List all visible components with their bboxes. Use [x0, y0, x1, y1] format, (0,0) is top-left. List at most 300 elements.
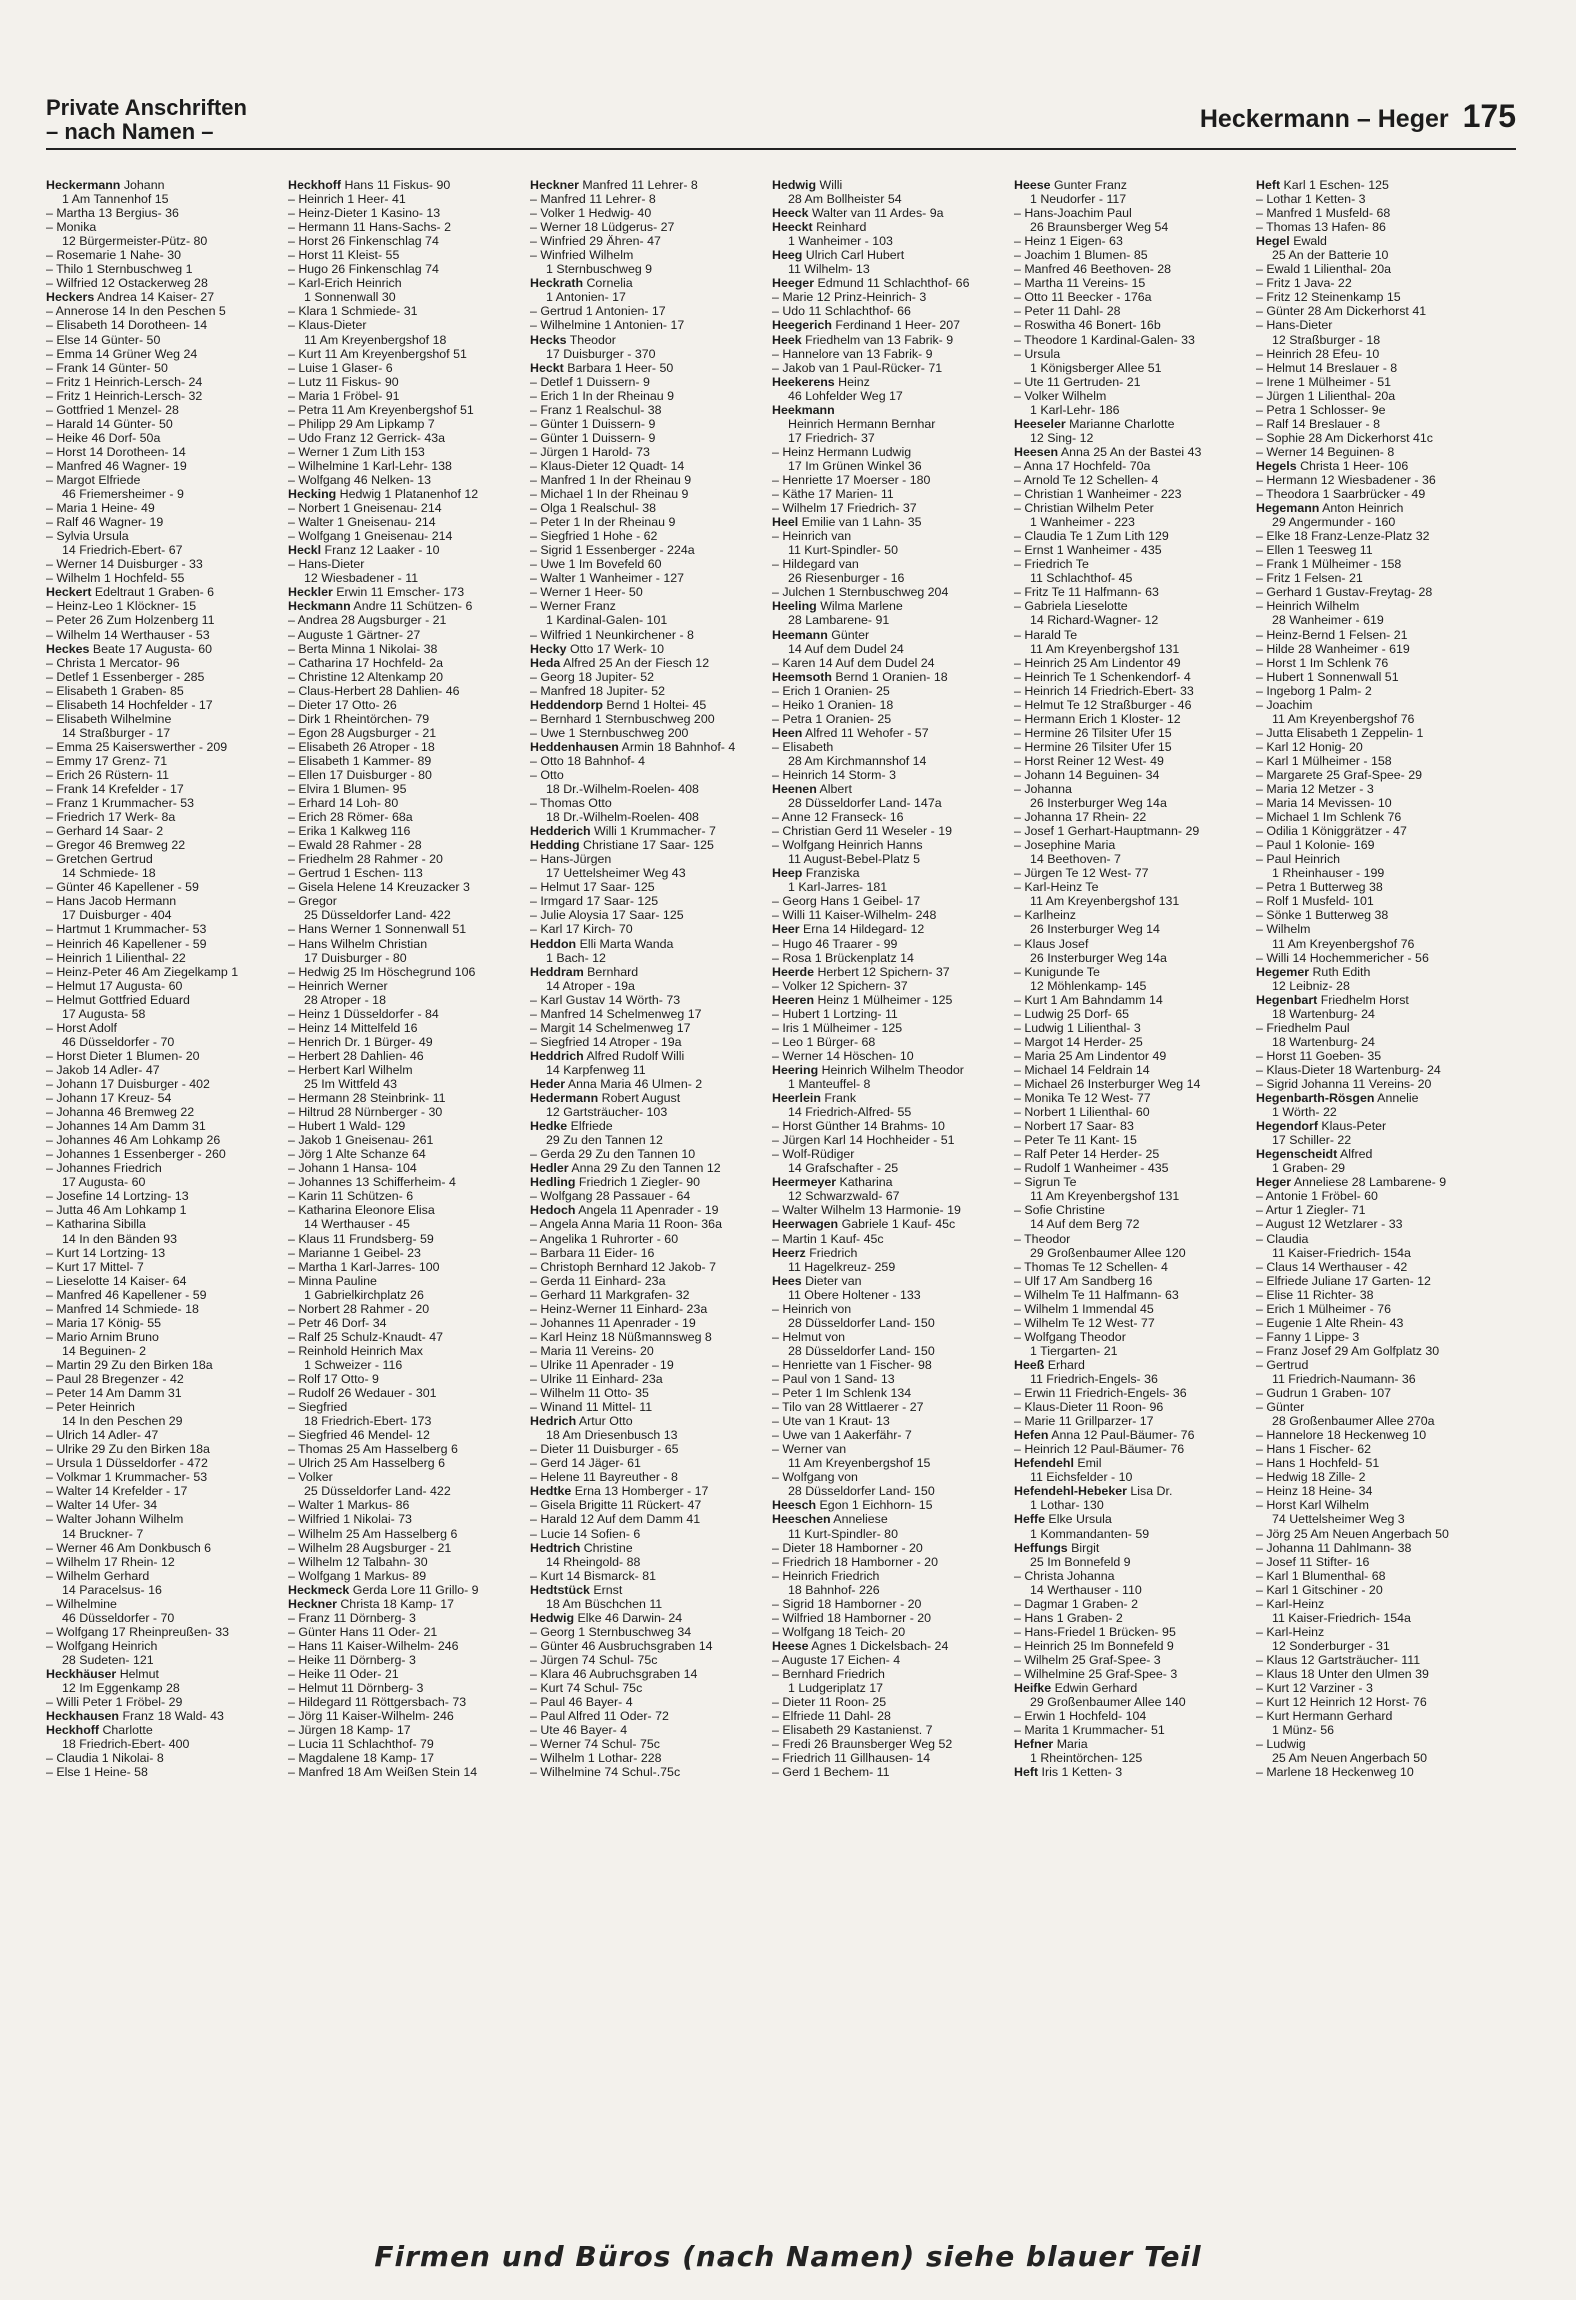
- directory-entry: – Willi 11 Kaiser-Wilhelm- 248: [772, 908, 937, 923]
- directory-entry: – Gerhard 1 Gustav-Freytag- 28: [1256, 585, 1433, 600]
- directory-entry: – Arnold Te 12 Schellen- 4: [1014, 472, 1159, 487]
- directory-entry: – Werner 14 Beguinen- 8: [1256, 444, 1395, 459]
- directory-entry: 18 Am Büschchen 11: [546, 1596, 663, 1611]
- directory-entry: – Hans 1 Graben- 2: [1014, 1610, 1123, 1625]
- directory-entry: 28 Wanheimer - 619: [1272, 613, 1384, 628]
- directory-entry: [1256, 1175, 1492, 1189]
- entry-text: Alfred: [1337, 1147, 1373, 1162]
- directory-entry: – Ulrike 11 Einhard- 23a: [530, 1371, 663, 1386]
- entry-text: Christa 1 Heer- 106: [1296, 458, 1409, 473]
- directory-entry: – Karl-Erich Heinrich: [288, 276, 402, 291]
- entry-text: Birgit: [1067, 1540, 1100, 1555]
- directory-entry: – Georg 18 Jupiter- 52: [530, 669, 654, 684]
- surname: Heder: [530, 1077, 566, 1091]
- directory-entry: [772, 220, 1008, 234]
- directory-entry: – Barbara 11 Eider- 16: [530, 1245, 655, 1260]
- directory-entry: – Hildegard 11 Röttgersbach- 73: [288, 1695, 467, 1710]
- directory-entry: 18 Friedrich-Ebert- 400: [62, 1737, 190, 1752]
- directory-entry: [772, 726, 1008, 740]
- entry-text: Albert: [816, 782, 852, 797]
- entry-text: Friedhelm Horst: [1317, 992, 1409, 1007]
- directory-entry: 1 Wörth- 22: [1272, 1105, 1337, 1120]
- directory-entry: – Hugo 26 Finkenschlag 74: [288, 262, 439, 277]
- directory-entry: – Rolf 1 Musfeld- 101: [1256, 894, 1374, 909]
- directory-entry: – Anne 12 Franseck- 16: [772, 810, 904, 825]
- directory-entry: – Udo Franz 12 Gerrick- 43a: [288, 430, 446, 445]
- directory-entry: – Wolfgang Heinrich: [46, 1638, 158, 1653]
- surname: Heft: [1014, 1765, 1039, 1780]
- directory-entry: 1 Antonien- 17: [546, 290, 626, 305]
- surname: Heese: [772, 1638, 809, 1653]
- entry-text: Armin 18 Bahnhof- 4: [618, 739, 736, 754]
- directory-entry: – Klaus Josef: [1014, 936, 1089, 951]
- directory-entry: – Otto 11 Beecker - 176a: [1014, 290, 1152, 305]
- entry-text: Erna 13 Homberger - 17: [571, 1484, 709, 1499]
- directory-entry: – Josefine 14 Lortzing- 13: [46, 1189, 189, 1204]
- directory-entry: – Jutta Elisabeth 1 Zeppelin- 1: [1256, 725, 1424, 740]
- surname: Heckhausen: [46, 1709, 120, 1724]
- directory-entry: – Klaus 18 Unter den Ulmen 39: [1256, 1666, 1429, 1681]
- page-header-left: [46, 96, 247, 144]
- surname: Hedke: [530, 1119, 568, 1134]
- directory-entry: – Michael 14 Feldrain 14: [1014, 1062, 1150, 1077]
- directory-entry: – Kurt 14 Lortzing- 13: [46, 1245, 166, 1260]
- directory-entry: – Claudia: [1256, 1231, 1309, 1246]
- name-range: Heckermann – Heger: [1199, 105, 1449, 133]
- directory-entry: – Wilhelm Te 12 West- 77: [1014, 1315, 1155, 1330]
- directory-entry: – Ulrich 25 Am Hasselberg 6: [288, 1456, 446, 1471]
- directory-entry: – Claus 14 Werthauser - 42: [1256, 1259, 1408, 1274]
- directory-entry: – Henriette van 1 Fischer- 98: [772, 1357, 932, 1372]
- directory-entry: 46 Düsseldorfer - 70: [62, 1034, 175, 1049]
- directory-entry: – Detlef 1 Duissern- 9: [530, 374, 650, 389]
- directory-entry: – Erika 1 Kalkweg 116: [288, 824, 411, 839]
- directory-entry: – Wolfgang 17 Rheinpreußen- 33: [46, 1624, 229, 1639]
- directory-entry: – Johannes 13 Schifferheim- 4: [288, 1175, 456, 1190]
- directory-entry: – Wilhelm 28 Augsburger - 21: [288, 1540, 452, 1555]
- surname: Heddenhausen: [530, 739, 619, 754]
- directory-entry: – Wolfgang 46 Nelken- 13: [288, 472, 432, 487]
- directory-entry: – Marie 12 Prinz-Heinrich- 3: [772, 290, 927, 305]
- directory-entry: – Werner 74 Schul- 75c: [530, 1737, 660, 1752]
- directory-column: [772, 178, 1008, 2148]
- directory-entry: – Heinrich 14 Friedrich-Ebert- 33: [1014, 683, 1194, 698]
- directory-entry: – Franz Josef 29 Am Golfplatz 30: [1256, 1343, 1440, 1358]
- directory-entry: – Hermann 12 Wiesbadener - 36: [1256, 472, 1436, 487]
- entry-text: Helmut: [116, 1666, 159, 1681]
- directory-entry: – Wilhelm 11 Otto- 35: [530, 1386, 649, 1401]
- directory-entry: 1 Manteuffel- 8: [788, 1077, 871, 1091]
- directory-entry: [530, 1203, 766, 1217]
- directory-entry: – Gertrud: [1256, 1357, 1309, 1372]
- entry-text: Lisa Dr.: [1126, 1484, 1173, 1499]
- directory-entry: – Friedrich 17 Werk- 8a: [46, 810, 176, 825]
- directory-entry: – Heinrich 25 Am Lindentor 49: [1014, 655, 1181, 670]
- directory-entry: – Erhard 14 Loh- 80: [288, 796, 399, 811]
- directory-entry: – Theodor: [1014, 1231, 1071, 1246]
- directory-entry: – August 12 Wetzlarer - 33: [1256, 1217, 1403, 1232]
- directory-entry: 26 Insterburger Weg 14a: [1030, 796, 1167, 811]
- directory-entry: – Winfried Wilhelm: [530, 248, 634, 263]
- directory-entry: – Hermine 26 Tilsiter Ufer 15: [1014, 725, 1172, 740]
- directory-entry: – Martha 1 Karl-Jarres- 100: [288, 1259, 440, 1274]
- directory-entry: – Hans 1 Fischer- 62: [1256, 1442, 1372, 1457]
- directory-entry: – Dieter 11 Duisburger - 65: [530, 1442, 679, 1457]
- directory-entry: – Ellen 17 Duisburger - 80: [288, 767, 432, 782]
- directory-entry: – Manfred 14 Schelmenweg 17: [530, 1006, 702, 1021]
- directory-entry: – Gottfried 1 Menzel- 28: [46, 402, 179, 417]
- entry-text: Frank: [820, 1091, 857, 1106]
- directory-entry: – Helmut 17 Augusta- 60: [46, 978, 183, 993]
- directory-entry: [288, 543, 524, 557]
- directory-entry: – Wolfgang 1 Markus- 89: [288, 1568, 427, 1583]
- directory-entry: – Frank 14 Krefelder - 17: [46, 782, 184, 797]
- directory-entry: 28 Düsseldorfer Land- 150: [788, 1315, 935, 1330]
- directory-entry: 17 Augusta- 58: [62, 1006, 146, 1021]
- directory-entry: – Anna 17 Hochfeld- 70a: [1014, 458, 1151, 473]
- directory-entry: – Sigrid 18 Hamborner - 20: [772, 1596, 922, 1611]
- surname: Hegemer: [1256, 964, 1310, 979]
- entry-text: Anna Maria 46 Ulmen- 2: [565, 1077, 703, 1091]
- directory-entry: – Karl 12 Honig- 20: [1256, 739, 1363, 754]
- surname: Heek: [772, 332, 802, 347]
- surname: Heemsoth: [772, 669, 832, 684]
- directory-entry: 17 Duisburger - 80: [304, 950, 407, 965]
- directory-entry: – Klara 1 Schmiede- 31: [288, 304, 418, 319]
- directory-entry: 1 Ludgeriplatz 17: [788, 1681, 884, 1696]
- directory-entry: – Rudolf 26 Wedauer - 301: [288, 1386, 437, 1401]
- directory-entry: [772, 922, 1008, 936]
- directory-entry: – Günter 1 Duissern- 9: [530, 430, 656, 445]
- directory-entry: – Heike 11 Dörnberg- 3: [288, 1652, 416, 1667]
- entry-text: Elfriede: [567, 1119, 613, 1134]
- directory-entry: – Wolfgang Theodor: [1014, 1329, 1126, 1344]
- directory-entry: – Elisabeth Wilhelmine: [46, 711, 172, 726]
- entry-text: Elli Marta Wanda: [576, 936, 674, 951]
- directory-entry: – Catharina 17 Hochfeld- 2a: [288, 655, 443, 670]
- directory-entry: – Klaus 12 Gartsträucher- 111: [1256, 1652, 1421, 1667]
- directory-entry: – Luise 1 Glaser- 6: [288, 360, 393, 375]
- directory-entry: – Christian 1 Wanheimer - 223: [1014, 487, 1182, 502]
- entry-text: Hans 11 Fiskus- 90: [341, 178, 451, 192]
- surname: Heeck: [772, 206, 809, 221]
- directory-entry: – Erich 26 Rüstern- 11: [46, 767, 170, 782]
- directory-entry: – Gerhard 11 Markgrafen- 32: [530, 1287, 690, 1302]
- directory-entry: – Wilfried 12 Ostackerweg 28: [46, 276, 208, 291]
- directory-entry: [530, 1091, 766, 1105]
- surname: Hegemann: [1256, 501, 1320, 516]
- directory-entry: – Wilfried 18 Hamborner - 20: [772, 1610, 932, 1625]
- surname: Heerz: [772, 1245, 806, 1260]
- directory-entry: – Antonie 1 Fröbel- 60: [1256, 1189, 1378, 1204]
- directory-entry: – Horst Reiner 12 West- 49: [1014, 753, 1164, 768]
- directory-entry: – Manfred 18 Jupiter- 52: [530, 683, 665, 698]
- entry-text: Anneliese 28 Lambarene- 9: [1291, 1175, 1447, 1190]
- directory-column: [288, 178, 524, 2148]
- surname: Heenen: [772, 782, 817, 797]
- directory-entry: – Peter Te 11 Kant- 15: [1014, 1133, 1137, 1148]
- surname: Heddon: [530, 936, 577, 951]
- directory-entry: – Hermann 28 Steinbrink- 11: [288, 1091, 446, 1106]
- directory-entry: – Artur 1 Ziegler- 71: [1256, 1203, 1366, 1218]
- surname: Heckhoff: [46, 1723, 100, 1738]
- directory-entry: – Karl Heinz 18 Nüßmannsweg 8: [530, 1329, 712, 1344]
- directory-entry: – Karl-Heinz Te: [1014, 880, 1099, 895]
- directory-entry: – Fritz 1 Java- 22: [1256, 276, 1352, 291]
- directory-entry: 14 Straßburger - 17: [62, 725, 171, 740]
- directory-entry: – Wilhelmine 74 Schul-.75c: [530, 1765, 681, 1780]
- directory-entry: – Ludwig 1 Lilienthal- 3: [1014, 1020, 1141, 1035]
- directory-entry: – Kurt 1 Am Bahndamm 14: [1014, 992, 1163, 1007]
- directory-entry: 14 Paracelsus- 16: [62, 1582, 162, 1597]
- directory-entry: – Wilhelm: [1256, 922, 1311, 937]
- entry-text: Anna 25 An der Bastei 43: [1058, 444, 1202, 459]
- directory-entry: – Hannelore van 13 Fabrik- 9: [772, 346, 933, 361]
- directory-entry: – Manfred 14 Schmiede- 18: [46, 1301, 199, 1316]
- directory-entry: – Heinz 1 Düsseldorfer - 84: [288, 1006, 439, 1021]
- directory-entry: – Hans Jacob Hermann: [46, 894, 177, 909]
- directory-entry: – Ernst 1 Wanheimer - 435: [1014, 543, 1162, 558]
- directory-entry: – Mario Arnim Bruno: [46, 1329, 159, 1344]
- entry-text: Iris 1 Ketten- 3: [1038, 1765, 1123, 1780]
- directory-entry: – Siegfried: [288, 1400, 348, 1415]
- directory-entry: 28 Am Kirchmannshof 14: [788, 753, 927, 768]
- directory-entry: – Peter 11 Dahl- 28: [1014, 304, 1121, 319]
- directory-entry: – Claudia 1 Nikolai- 8: [46, 1751, 164, 1766]
- surname: Hegendorf: [1256, 1119, 1318, 1134]
- section-subtitle: – nach Namen –: [46, 119, 214, 144]
- directory-entry: – Philipp 29 Am Lipkamp 7: [288, 416, 435, 431]
- directory-entry: – Ursula 1 Düsseldorfer - 472: [46, 1456, 208, 1471]
- directory-entry: – Johanna 11 Dahlmann- 38: [1256, 1540, 1412, 1555]
- directory-entry: – Gerd 14 Jäger- 61: [530, 1456, 641, 1471]
- directory-entry: – Lucie 14 Sofien- 6: [530, 1526, 641, 1541]
- directory-entry: 14 Friedrich-Alfred- 55: [788, 1105, 912, 1120]
- directory-entry: 17 Schiller- 22: [1272, 1133, 1352, 1148]
- directory-entry: – Horst 26 Finkenschlag 74: [288, 234, 439, 249]
- directory-entry: 18 Dr.-Wilhelm-Roelen- 408: [546, 782, 699, 797]
- directory-entry: [46, 1723, 282, 1737]
- surname: Hedtrich: [530, 1540, 581, 1555]
- directory-entry: – Hedwig 18 Zille- 2: [1256, 1470, 1366, 1485]
- directory-entry: – Bernhard Friedrich: [772, 1666, 885, 1681]
- directory-entry: – Wilhelm 17 Rhein- 12: [46, 1554, 175, 1569]
- directory-entry: – Erich 28 Römer- 68a: [288, 810, 413, 825]
- directory-entry: [288, 1583, 524, 1597]
- directory-entry: – Rudolf 1 Wanheimer - 435: [1014, 1161, 1169, 1176]
- directory-entry: 28 Atroper - 18: [304, 992, 386, 1007]
- entry-text: Günter: [827, 627, 870, 642]
- directory-entry: – Margarete 25 Graf-Spee- 29: [1256, 767, 1422, 782]
- directory-entry: – Gertrud 1 Antonien- 17: [530, 304, 666, 319]
- entry-text: Ernst: [589, 1582, 623, 1597]
- directory-entry: – Hildegard van: [772, 557, 859, 572]
- directory-column: [1256, 178, 1492, 2148]
- entry-text: Christa 18 Kamp- 17: [336, 1596, 454, 1611]
- directory-entry: 25 Im Bonnefeld 9: [1030, 1554, 1131, 1569]
- directory-entry: – Karl 17 Kirch- 70: [530, 922, 633, 937]
- directory-entry: [46, 642, 282, 656]
- directory-entry: 1 Neudorfer - 117: [1030, 192, 1127, 207]
- directory-entry: – Gisela Helene 14 Kreuzacker 3: [288, 880, 470, 895]
- directory-entry: – Horst Dieter 1 Blumen- 20: [46, 1048, 200, 1063]
- directory-entry: – Reinhold Heinrich Max: [288, 1343, 423, 1358]
- directory-entry: – Gerhard 14 Saar- 2: [46, 824, 164, 839]
- directory-entry: 1 Tiergarten- 21: [1030, 1343, 1118, 1358]
- directory-entry: – Elisabeth 26 Atroper - 18: [288, 739, 435, 754]
- surname: Hefendehl: [1014, 1456, 1074, 1471]
- directory-entry: – Berta Minna 1 Nikolai- 38: [288, 641, 438, 656]
- directory-entry: – Hans-Dieter: [288, 557, 365, 572]
- directory-entry: – Helmut Gottfried Eduard: [46, 992, 190, 1007]
- directory-entry: – Dirk 1 Rheintörchen- 79: [288, 711, 430, 726]
- directory-entry: – Heike 11 Oder- 21: [288, 1666, 399, 1681]
- directory-entry: – Maria 11 Vereins- 20: [530, 1343, 654, 1358]
- directory-entry: [530, 1077, 766, 1091]
- directory-entry: – Josephine Maria: [1014, 838, 1116, 853]
- directory-entry: – Norbert 28 Rahmer - 20: [288, 1301, 430, 1316]
- directory-entry: – Johann 14 Beguinen- 34: [1014, 767, 1160, 782]
- directory-entry: – Harald 14 Günter- 50: [46, 416, 173, 431]
- directory-entry: – Heinrich 1 Heer- 41: [288, 192, 406, 207]
- directory-entry: – Thomas Te 12 Schellen- 4: [1014, 1259, 1168, 1274]
- directory-entry: [530, 178, 766, 192]
- directory-entry: – Friedrich Te: [1014, 557, 1089, 572]
- entry-text: Charlotte: [99, 1723, 153, 1738]
- directory-entry: – Erwin 1 Hochfeld- 104: [1014, 1709, 1147, 1724]
- directory-entry: – Käthe 17 Marien- 11: [772, 487, 894, 502]
- directory-entry: 28 Lambarene- 91: [788, 613, 890, 628]
- directory-entry: – Heinz 18 Heine- 34: [1256, 1484, 1373, 1499]
- directory-entry: – Marie 11 Grillparzer- 17: [1014, 1414, 1154, 1429]
- directory-entry: [772, 1274, 1008, 1288]
- directory-entry: [772, 248, 1008, 262]
- surname: Heer: [772, 922, 800, 937]
- directory-entry: – Petra 1 Schlosser- 9e: [1256, 402, 1386, 417]
- directory-entry: – Petra 11 Am Kreyenbergshof 51: [288, 402, 474, 417]
- directory-entry: – Hans-Joachim Paul: [1014, 206, 1132, 221]
- directory-entry: – Lutz 11 Fiskus- 90: [288, 374, 399, 389]
- surname: Heger: [1256, 1175, 1292, 1190]
- directory-entry: – Wilfried 1 Nikolai- 73: [288, 1512, 412, 1527]
- directory-entry: – Paul Alfred 11 Oder- 72: [530, 1709, 669, 1724]
- directory-entry: [772, 1498, 1008, 1512]
- entry-text: Maria: [1053, 1737, 1088, 1752]
- directory-entry: [772, 318, 1008, 332]
- directory-entry: – Maria 14 Mevissen- 10: [1256, 796, 1392, 811]
- directory-entry: – Iris 1 Mülheimer - 125: [772, 1020, 903, 1035]
- directory-entry: 1 Graben- 29: [1272, 1161, 1346, 1176]
- directory-entry: Heinrich Hermann Bernhar: [788, 416, 936, 431]
- directory-entry: – Martin 1 Kauf- 45c: [772, 1231, 884, 1246]
- directory-columns: [46, 178, 1516, 2148]
- directory-entry: [46, 290, 282, 304]
- surname: Heerwagen: [772, 1217, 839, 1232]
- directory-entry: [46, 1667, 282, 1681]
- directory-entry: – Margit 14 Schelmenweg 17: [530, 1020, 691, 1035]
- directory-entry: – Wilhelm 1 Hochfeld- 55: [46, 571, 185, 586]
- directory-entry: – Herbert 28 Dahlien- 46: [288, 1048, 424, 1063]
- directory-entry: – Ingeborg 1 Palm- 2: [1256, 683, 1372, 698]
- directory-entry: [1014, 1358, 1250, 1372]
- directory-entry: – Margot 14 Herder- 25: [1014, 1034, 1143, 1049]
- directory-entry: [288, 585, 524, 599]
- directory-entry: – Volker 1 Hedwig- 40: [530, 206, 652, 221]
- directory-entry: – Heinrich 12 Paul-Bäumer- 76: [1014, 1442, 1185, 1457]
- directory-entry: – Walter 14 Krefelder - 17: [46, 1484, 188, 1499]
- directory-entry: – Christa 1 Mercator- 96: [46, 655, 180, 670]
- directory-entry: – Günter: [1256, 1400, 1305, 1415]
- directory-entry: – Jürgen 1 Harold- 73: [530, 444, 650, 459]
- directory-entry: – Günter 46 Kapellener - 59: [46, 880, 199, 895]
- entry-text: Anneliese: [830, 1512, 888, 1527]
- surname: Heckhoff: [288, 178, 342, 192]
- directory-entry: 11 Obere Holtener - 133: [788, 1287, 921, 1302]
- directory-entry: – Jürgen 18 Kamp- 17: [288, 1723, 411, 1738]
- entry-text: Gunter Franz: [1050, 178, 1127, 192]
- directory-entry: – Norbert 17 Saar- 83: [1014, 1119, 1134, 1134]
- directory-entry: [772, 965, 1008, 979]
- directory-entry: 11 Am Kreyenbergshof 131: [1030, 894, 1180, 909]
- directory-entry: – Josef 11 Stifter- 16: [1256, 1554, 1370, 1569]
- directory-entry: – Wolfgang 18 Teich- 20: [772, 1624, 906, 1639]
- directory-entry: [530, 1541, 766, 1555]
- surname: Hedwig: [772, 178, 817, 192]
- directory-entry: – Horst 11 Kleist- 55: [288, 248, 400, 263]
- surname: Heemann: [772, 627, 828, 642]
- surname: Heeß: [1014, 1357, 1045, 1372]
- directory-entry: – Wilhelm 1 Immendal 45: [1014, 1301, 1154, 1316]
- directory-entry: – Walter 1 Gneisenau- 214: [288, 515, 436, 530]
- directory-entry: – Georg 1 Sternbuschweg 34: [530, 1624, 692, 1639]
- surname: Heckner: [530, 178, 579, 192]
- directory-entry: [530, 1119, 766, 1133]
- directory-entry: – Walter 1 Markus- 86: [288, 1498, 410, 1513]
- directory-entry: – Hugo 46 Traarer - 99: [772, 936, 898, 951]
- directory-entry: – Christoph Bernhard 12 Jakob- 7: [530, 1259, 716, 1274]
- entry-text: Gerda Lore 11 Grillo- 9: [349, 1582, 479, 1597]
- directory-entry: – Marianne 1 Geibel- 23: [288, 1245, 421, 1260]
- directory-entry: – Karl 1 Blumenthal- 68: [1256, 1568, 1386, 1583]
- directory-entry: – Elisabeth 14 Hochfelder - 17: [46, 697, 213, 712]
- directory-entry: 18 Am Driesenbusch 13: [546, 1428, 678, 1443]
- directory-entry: – Gabriela Lieselotte: [1014, 599, 1128, 614]
- directory-entry: [772, 1175, 1008, 1189]
- directory-entry: – Ludwig: [1256, 1737, 1306, 1752]
- directory-entry: – Jürgen 1 Lilienthal- 20a: [1256, 388, 1396, 403]
- directory-entry: – Wolf-Rüdiger: [772, 1147, 855, 1162]
- directory-entry: 11 Am Kreyenbergshof 15: [788, 1456, 931, 1471]
- directory-entry: 11 Friedrich-Naumann- 36: [1272, 1371, 1416, 1386]
- directory-entry: 11 Am Kreyenbergshof 76: [1272, 936, 1415, 951]
- directory-entry: – Roswitha 46 Bonert- 16b: [1014, 318, 1161, 333]
- directory-entry: [46, 1709, 282, 1723]
- directory-entry: 11 Schlachthof- 45: [1030, 571, 1133, 586]
- directory-entry: 1 Königsberger Allee 51: [1030, 360, 1162, 375]
- directory-entry: – Udo 11 Schlachthof- 66: [772, 304, 911, 319]
- directory-entry: – Walter 1 Wanheimer - 127: [530, 571, 685, 586]
- directory-entry: – Wilhelmine: [46, 1596, 117, 1611]
- directory-entry: – Helmut von: [772, 1329, 846, 1344]
- directory-entry: 1 Rheintörchen- 125: [1030, 1751, 1143, 1766]
- directory-entry: – Paul Heinrich: [1256, 852, 1341, 867]
- directory-entry: 17 Im Grünen Winkel 36: [788, 458, 922, 473]
- directory-entry: – Elvira 1 Blumen- 95: [288, 782, 407, 797]
- entry-text: Herbert 12 Spichern- 37: [814, 964, 950, 979]
- directory-entry: [772, 1246, 1008, 1260]
- directory-entry: – Karen 14 Auf dem Dudel 24: [772, 655, 935, 670]
- directory-entry: – Thilo 1 Sternbuschweg 1: [46, 262, 193, 277]
